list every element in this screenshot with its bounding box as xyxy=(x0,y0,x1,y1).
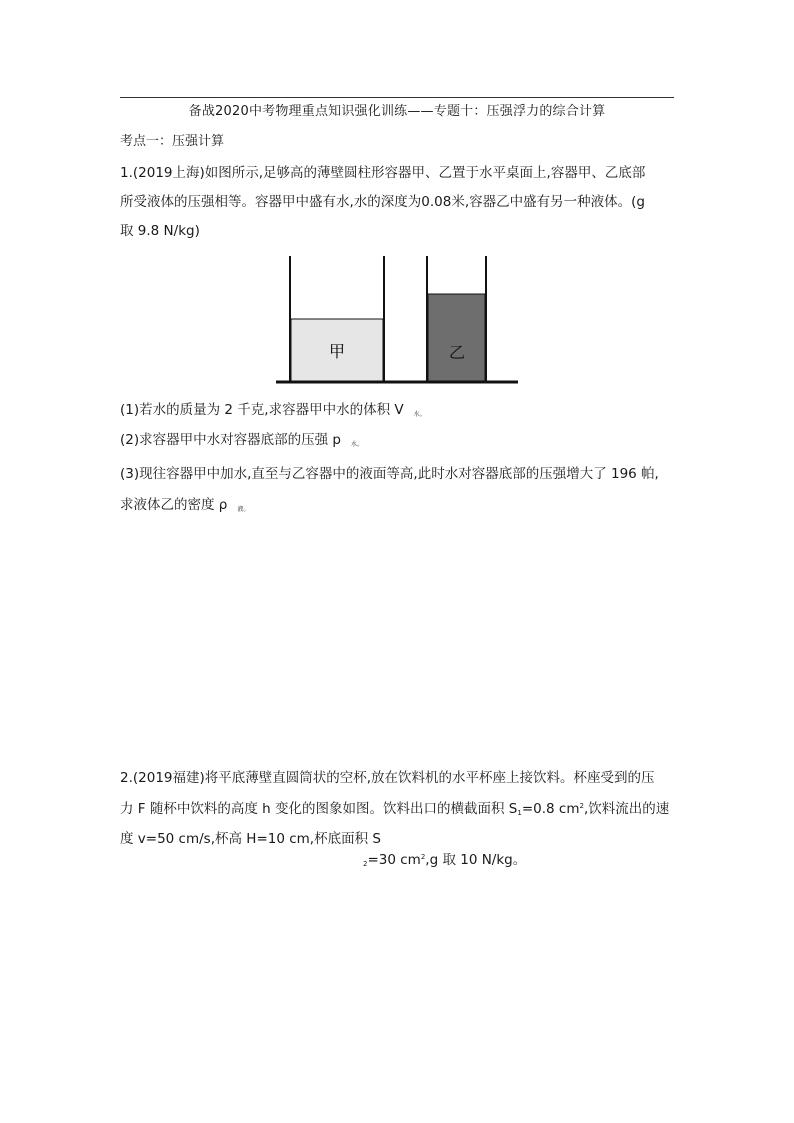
problem-2-line-4: 2=30 $cm^2,g$ 取 10 N/kg。 xyxy=(363,852,527,868)
container-yi-liquid xyxy=(428,294,485,381)
question-1-2: (2)求容器甲中水对容器底部的压强 p $_{水。}$ xyxy=(120,432,363,448)
problem-2-line-3: 度 v=50 cm/s,杯高 H=10 cm,杯底面积 S xyxy=(120,831,381,847)
question-1-3-line-1: (3)现往容器甲中加水,直至与乙容器中的液面等高,此时水对容器底部的压强增大了 196 帕, xyxy=(120,466,659,482)
problem-1-line-3: 取 9.8 N/kg) xyxy=(120,223,200,239)
question-1-3-line-2: 求液体乙的密度 ρ $_{液。}$ xyxy=(120,497,250,513)
section-heading: 考点一：压强计算 xyxy=(120,134,225,149)
problem-2-line-1: 2.(2019福建)将平底薄壁直圆筒状的空杯,放在饮料机的水平杯座上接饮料。杯座受到的压 xyxy=(120,770,655,786)
problem-1-line-1: 1.(2019上海)如图所示,足够高的薄壁圆柱形容器甲、乙置于水平桌面上,容器甲、乙底部 xyxy=(120,165,646,181)
document-title: 备战2020中考物理重点知识强化训练——专题十：压强浮力的综合计算 xyxy=(188,104,606,119)
container-jia-label: 甲 xyxy=(328,342,346,361)
problem-1-statement xyxy=(120,159,690,246)
problem-1-line-2: 所受液体的压强相等。容器甲中盛有水,水的深度为0.08米,容器乙中盛有另一种液体。(g xyxy=(120,194,645,210)
header-rule xyxy=(120,97,674,98)
problem-2-line-2: 力 F 随杯中饮料的高度 h 变化的图象如图。饮料出口的横截面积 S1=0.8 $cm^2$,饮料流出的速 xyxy=(120,801,670,817)
containers-figure xyxy=(270,252,522,388)
container-yi-label: 乙 xyxy=(448,343,466,362)
question-1-1: (1)若水的质量为 2 千克,求容器甲中水的体积 V $_{水。}$ xyxy=(120,402,426,418)
